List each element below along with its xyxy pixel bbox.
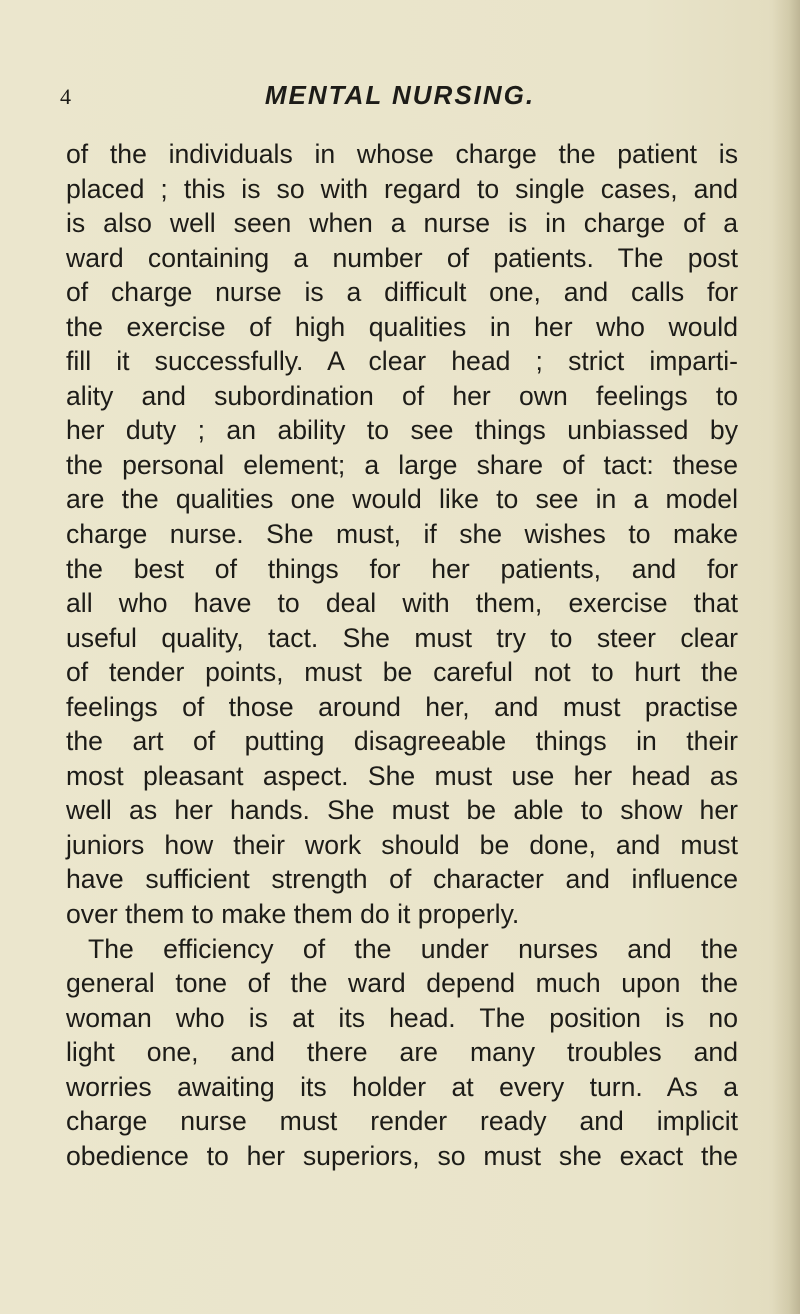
paragraph-start-line: The efficiency of the under nurses and the — [88, 933, 738, 964]
text-line: most pleasant aspect. She must use her head as — [66, 760, 738, 791]
text-line: feelings of those around her, and must practise — [66, 691, 738, 722]
text-line: over them to make them do it properly. — [66, 899, 520, 930]
text-line: the best of things for her patients, and for — [66, 553, 738, 584]
text-line: placed ; this is so with regard to single cases, and — [66, 173, 738, 204]
text-line: the exercise of high qualities in her who would — [66, 311, 738, 342]
text-line: general tone of the ward depend much upon the — [66, 968, 738, 999]
text-line: worries awaiting its holder at every turn. As a — [66, 1071, 738, 1102]
text-line: the art of putting disagreeable things in their — [66, 726, 738, 757]
text-line: charge nurse must render ready and implicit — [66, 1106, 738, 1137]
text-line: is also well seen when a nurse is in charge of a — [66, 208, 738, 239]
text-line: woman who is at its head. The position is no — [66, 1002, 738, 1033]
body-text — [66, 137, 738, 1173]
text-line: are the qualities one would like to see in a model — [66, 484, 738, 515]
running-title: MENTAL NURSING. — [264, 80, 536, 110]
text-line: charge nurse. She must, if she wishes to make — [66, 519, 738, 550]
text-line: have sufficient strength of character and influence — [66, 864, 738, 895]
text-line: ality and subordination of her own feelings to — [66, 380, 738, 411]
text-line: the personal element; a large share of tact: these — [66, 449, 738, 480]
text-line: obedience to her superiors, so must she exact the — [66, 1140, 738, 1171]
page-header — [60, 80, 740, 114]
text-line: all who have to deal with them, exercise that — [66, 588, 738, 619]
text-line: of tender points, must be careful not to hurt the — [66, 657, 738, 688]
text-line: useful quality, tact. She must try to steer clear — [66, 622, 738, 653]
text-line: light one, and there are many troubles and — [66, 1037, 738, 1068]
text-line: juniors how their work should be done, and must — [66, 829, 738, 860]
page-edge-shadow — [772, 0, 800, 1314]
text-line: ward containing a number of patients. The post — [66, 242, 738, 273]
text-line: well as her hands. She must be able to show her — [66, 795, 738, 826]
text-line: of the individuals in whose charge the patient is — [66, 139, 738, 169]
text-line: fill it successfully. A clear head ; strict imparti- — [66, 346, 738, 377]
text-line: her duty ; an ability to see things unbiassed by — [66, 415, 738, 446]
page-number: 4 — [60, 84, 71, 109]
text-line: of charge nurse is a difficult one, and calls for — [66, 277, 738, 308]
